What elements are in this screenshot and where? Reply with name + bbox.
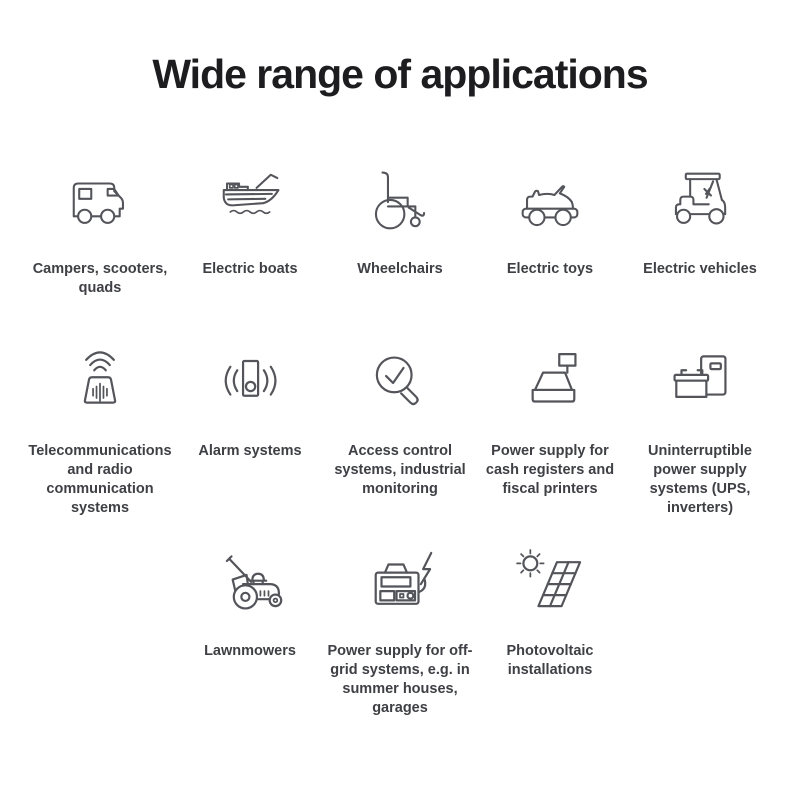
application-item-access-control — [325, 340, 475, 518]
battery-ups-icon — [663, 340, 737, 426]
boat-icon — [215, 158, 285, 244]
application-item-ups — [625, 340, 775, 518]
application-item-lawnmowers — [175, 540, 325, 718]
application-item-vehicles — [625, 158, 775, 298]
application-label: Campers, scooters, quads — [32, 261, 168, 296]
radio-antenna-icon — [63, 340, 137, 426]
applications-row-3 — [175, 540, 625, 718]
application-label: Power supply for cash registers and fiscal printers — [485, 443, 615, 497]
toy-car-icon — [515, 158, 585, 244]
application-label: Alarm systems — [198, 443, 302, 459]
magnifier-check-icon — [363, 340, 437, 426]
cash-register-icon — [513, 340, 587, 426]
application-item-wheelchairs — [325, 158, 475, 298]
application-item-cash-registers — [475, 340, 625, 518]
lawnmower-icon — [213, 540, 287, 626]
page-title: Wide range of applications — [152, 51, 648, 97]
alarm-siren-icon — [213, 340, 287, 426]
applications-row-1 — [25, 158, 775, 298]
application-label: Access control systems, industrial monitoring — [334, 443, 466, 497]
application-item-toys — [475, 158, 625, 298]
application-label: Electric boats — [202, 261, 298, 277]
application-label: Photovoltaic installations — [506, 643, 594, 678]
application-item-boats — [175, 158, 325, 298]
generator-icon — [363, 540, 437, 626]
golf-cart-icon — [665, 158, 735, 244]
application-label: Telecommunications and radio communication systems — [28, 443, 172, 516]
application-label: Electric vehicles — [643, 261, 757, 277]
application-item-telecom — [25, 340, 175, 518]
solar-panel-icon — [513, 540, 587, 626]
application-label: Wheelchairs — [357, 261, 443, 277]
application-label: Power supply for off-grid systems, e.g. in summer houses, garages — [327, 643, 473, 716]
application-label: Electric toys — [506, 261, 594, 277]
application-item-alarms — [175, 340, 325, 518]
wheelchair-icon — [365, 158, 435, 244]
application-label: Uninterruptible power supply systems (UPS, inverters) — [648, 443, 752, 516]
application-label: Lawnmowers — [204, 643, 296, 659]
application-item-campers — [25, 158, 175, 298]
camper-icon — [65, 158, 135, 244]
application-item-offgrid — [325, 540, 475, 718]
application-item-photovoltaic — [475, 540, 625, 718]
applications-row-2 — [25, 340, 775, 518]
